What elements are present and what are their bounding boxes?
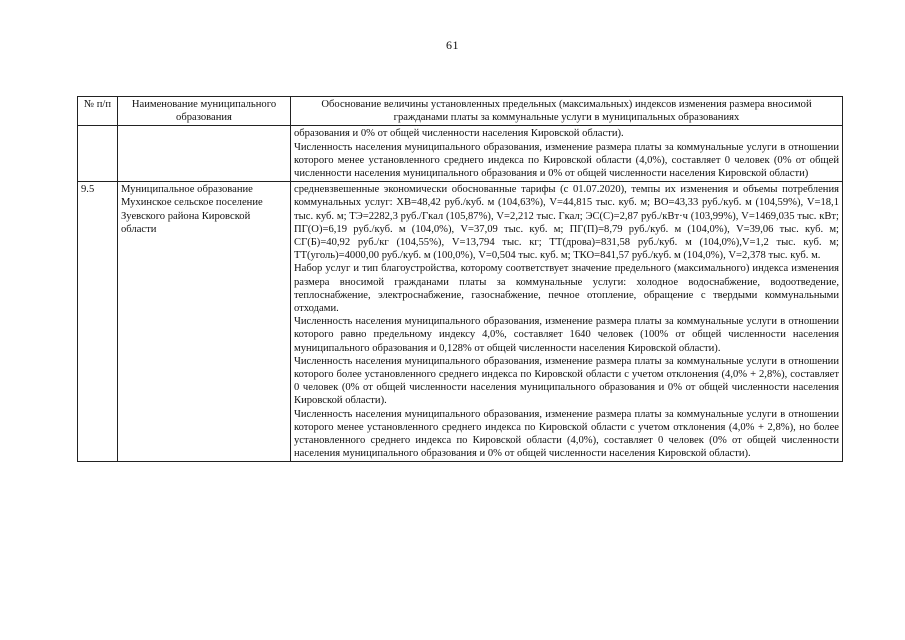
table-row xyxy=(78,182,843,462)
num-cell-empty xyxy=(78,126,118,182)
paragraph: Численность населения муниципального образования, изменение размера платы за коммунальные услуги в отношении которого равно предельному индексу 4,0%, составляет 1640 человек (100% от общей численности населения муниципального образования и 0,128% от общей численности населения Кировской области). xyxy=(294,316,839,354)
paragraph: Численность населения муниципального образования, изменение размера платы за коммунальные услуги в отношении которого менее установленного среднего индекса по Кировской области (4,0%), составляет 0 человек (0% от общей численности населения муниципального образования и 0% от общей численности населения Кировской области) xyxy=(294,141,839,180)
paragraph: Численность населения муниципального образования, изменение размера платы за коммунальные услуги в отношении которого более установленного среднего индекса по Кировской области с учетом отклонения (4,0% + 2,8%), составляет 0 человек (0% от общей численности населения муниципального образования и 0% от общей численности населения Кировской области). xyxy=(294,355,839,407)
table-row xyxy=(78,126,843,182)
justification-cell xyxy=(291,182,843,462)
header-num: № п/п xyxy=(78,97,118,126)
table-header-row xyxy=(78,97,843,126)
municipality-name: Муниципальное образование Мухинское сельское поселение Зуевского района Кировской области xyxy=(118,182,291,462)
paragraph: Набор услуг и тип благоустройства, которому соответствует значение предельного (максимального) индекса изменения размера вносимой гражданами платы за коммунальные услуги: холодное водоснабжение, водоотведение, теплоснабжение, электроснабжение, газоснабжение, печное отопление, обращение с твердыми коммунальными отходами. xyxy=(294,263,839,315)
row-number: 9.5 xyxy=(78,182,118,462)
header-justification: Обоснование величины установленных предельных (максимальных) индексов изменения размера вносимой гражданами платы за коммунальные услуги в муниципальных образованиях xyxy=(291,97,843,126)
paragraph: Численность населения муниципального образования, изменение размера платы за коммунальные услуги в отношении которого менее установленного среднего индекса по Кировской области с учетом отклонения (4,0% + 2,8%), но более установленного среднего индекса по Кировской области (4,0%), составляет 0 человек (0% от общей численности населения муниципального образования и 0% от общей численности населения Кировской области). xyxy=(294,408,839,460)
page-number: 61 xyxy=(446,38,459,52)
justification-cell xyxy=(291,126,843,182)
paragraph: образования и 0% от общей численности населения Кировской области). xyxy=(294,128,624,140)
paragraph: средневзвешенные экономически обоснованные тарифы (с 01.07.2020), темпы их изменения и объемы потребления коммунальных услуг: ХВ=48,42 руб./куб. м (104,63%), V=44,815 тыс. куб. м; ВО=43,33 руб./куб. м (104,59%), V=18,1 тыс. куб. м; ТЭ=2282,3 руб./Гкал (105,87%), V=2,212 тыс. Гкал; ЭС(С)=2,87 руб./кВт·ч (103,99%), V=1469,035 тыс. кВт; ПГ(О)=6,19 руб./куб. м (104,0%), V=37,09 тыс. куб. м; ПГ(П)=8,79 руб./куб. м (104,0%), V=39,06 тыс. куб. м; СГ(Б)=40,92 руб./кг (104,55%), V=13,794 тыс. кг; ТТ(дрова)=831,58 руб./куб. м (104,0%),V=1,2 тыс. куб. м; ТТ(уголь)=4000,00 руб./куб. м (100,0%), V=0,504 тыс. куб. м; ТКО=841,57 руб./куб. м (104,0%), V=2,378 тыс. куб. м. xyxy=(294,184,839,262)
name-cell-empty xyxy=(118,126,291,182)
header-name: Наименование муниципального образования xyxy=(118,97,291,126)
tariff-table xyxy=(77,96,843,462)
